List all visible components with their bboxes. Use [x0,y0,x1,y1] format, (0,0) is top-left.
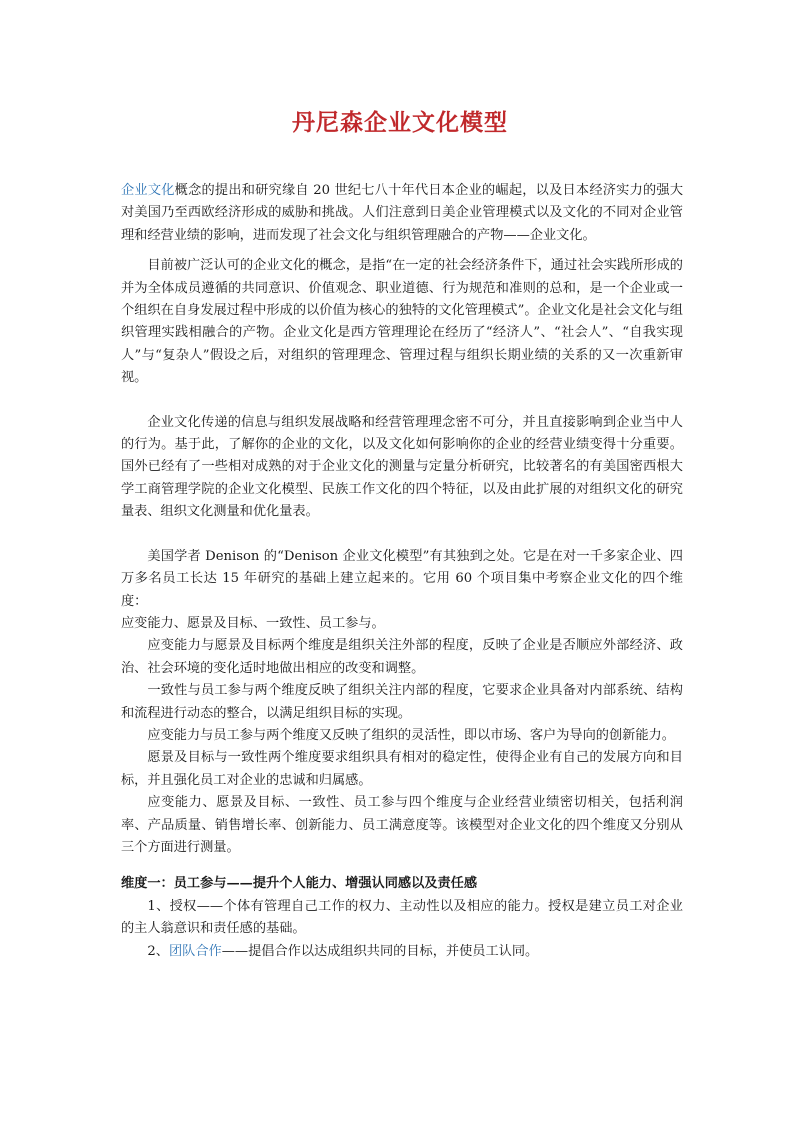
paragraph-external-focus: 应变能力与愿景及目标两个维度是组织关注外部的程度，反映了企业是否顺应外部经济、政治、社会环境的变化适时地做出相应的改变和调整。 [121,638,683,676]
document-body [121,180,683,963]
teamwork-link[interactable]: 团队合作 [168,943,222,959]
paragraph-stability: 愿景及目标与一致性两个维度要求组织具有相对的稳定性，使得企业有自己的发展方向和目标，并且强化员工对企业的忠诚和归属感。 [121,750,683,788]
section-heading-involvement: 维度一：员工参与——提升个人能力、增强认同感以及责任感 [121,876,478,892]
paragraph-measurement: 企业文化传递的信息与组织发展战略和经营管理理念密不可分，并且直接影响到企业当中人的行为。基于此，了解你的企业的文化，以及文化如何影响你的企业的经营业绩变得十分重要。国外已经有了一些相对成熟的对于企业文化的测量与定量分析研究，比较著名的有美国密西根大学工商管理学院的企业文化模型、民族工作文化的四个特征，以及由此扩展的对组织文化的研究量表、组织文化测量和优化量表。 [121,414,683,520]
corporate-culture-link[interactable]: 企业文化 [121,183,175,198]
paragraph-intro-text: 概念的提出和研究缘自 20 世纪七八十年代日本企业的崛起，以及日本经济实力的强大对美国乃至西欧经济形成的威胁和挑战。人们注意到日美企业管理模式以及文化的不同对企业管理和经营业绩的影响，进而发现了社会文化与组织管理融合的产物——企业文化。 [121,183,684,243]
paragraph-definition: 目前被广泛认可的企业文化的概念，是指“在一定的社会经济条件下，通过社会实践所形成的并为全体成员遵循的共同意识、价值观念、职业道德、行为规范和准则的总和，是一个企业或一个组织在自身发展过程中形成的以价值为核心的独特的文化管理模式”。企业文化是社会文化与组织管理实践相融合的产物。企业文化是西方管理理论在经历了“经济人”、“社会人”、“自我实现人”与“复杂人”假设之后，对组织的管理理念、管理过程与组织长期业绩的关系的又一次重新审视。 [121,258,683,386]
document-title: 丹尼森企业文化模型 [292,110,508,136]
paragraph-intro [121,180,683,247]
paragraph-gap [121,524,683,546]
list-item-empowerment: 1、授权——个体有管理自己工作的权力、主动性以及相应的能力。授权是建立员工对企业的主人翁意识和责任感的基础。 [121,898,683,937]
paragraph-flexibility: 应变能力与员工参与两个维度又反映了组织的灵活性，即以市场、客户为导向的创新能力。 [147,727,675,743]
paragraph-denison: 美国学者 Denison 的“Denison 企业文化模型”有其独到之处。它是在对一千多家企业、四万多名员工长达 15 年研究的基础上建立起来的。它用 60 个项目集中考察企业文化的四个维度： [121,548,683,609]
paragraph-dimensions: 应变能力、愿景及目标、一致性、员工参与。 [121,615,385,631]
paragraph-gap [121,390,683,412]
paragraph-performance: 应变能力、愿景及目标、一致性、员工参与四个维度与企业经营业绩密切相关，包括利润率、产品质量、销售增长率、创新能力、员工满意度等。该模型对企业文化的四个维度又分别从三个方面进行测量。 [121,795,683,855]
list-item-text: ——提倡合作以达成组织共同的目标，并使员工认同。 [221,943,539,959]
list-item-teamwork [121,941,683,963]
paragraph-internal-focus: 一致性与员工参与两个维度反映了组织关注内部的程度，它要求企业具备对内部系统、结构和流程进行动态的整合，以满足组织目标的实现。 [121,683,683,721]
list-item-number: 2、 [147,943,169,959]
